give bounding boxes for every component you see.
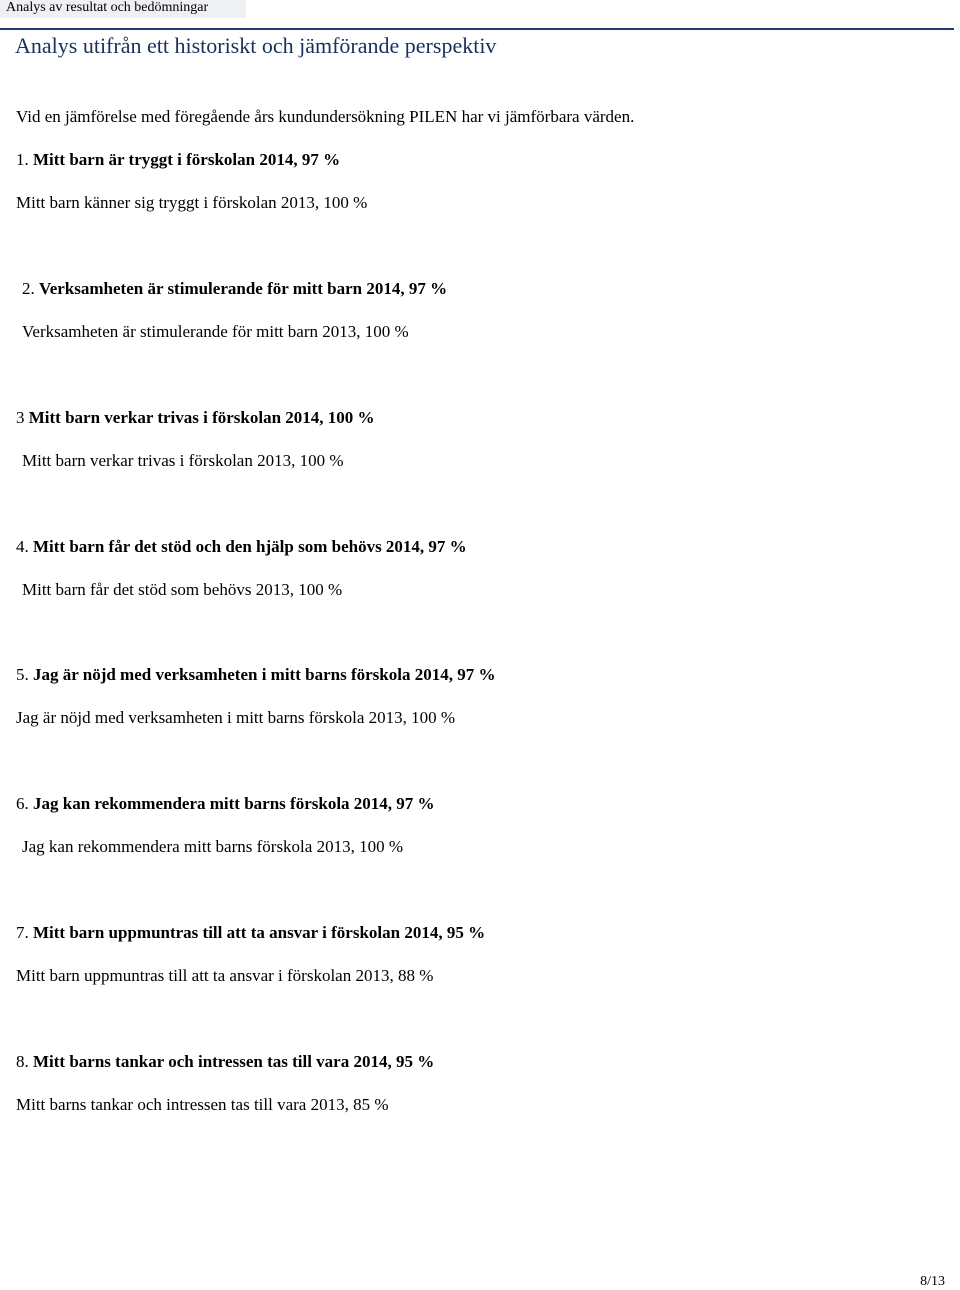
page-number: 8/13	[920, 1274, 945, 1289]
header-divider	[0, 28, 954, 30]
intro-paragraph: Vid en jämförelse med föregående års kundundersökning PILEN har vi jämförbara värden.	[16, 107, 635, 126]
item-5-2014	[16, 665, 495, 685]
item-8-2014	[16, 1052, 434, 1072]
item-1-question-2014: Mitt barn är tryggt i förskolan 2014, 97 %	[33, 150, 341, 169]
item-2-2014	[22, 279, 447, 299]
item-2-number: 2.	[22, 279, 35, 298]
section-title: Analys utifrån ett historiskt och jämförande perspektiv	[15, 33, 497, 58]
item-2-question-2014: Verksamheten är stimulerande för mitt barn 2014, 97 %	[39, 279, 448, 298]
item-3-2014	[16, 408, 375, 428]
item-6-question-2014: Jag kan rekommendera mitt barns förskola 2014, 97 %	[33, 794, 435, 813]
item-5-question-2013: Jag är nöjd med verksamheten i mitt barns förskola 2013, 100 %	[16, 708, 456, 727]
item-6-number: 6.	[16, 794, 29, 813]
item-7-question-2013: Mitt barn uppmuntras till att ta ansvar i förskolan 2013, 88 %	[16, 966, 434, 985]
item-7-number: 7.	[16, 923, 29, 942]
item-5-question-2014: Jag är nöjd med verksamheten i mitt barns förskola 2014, 97 %	[33, 665, 496, 684]
item-1-question-2013: Mitt barn känner sig tryggt i förskolan 2013, 100 %	[16, 193, 368, 212]
running-header: Analys av resultat och bedömningar	[0, 0, 246, 18]
item-4-question-2013: Mitt barn får det stöd som behövs 2013, 100 %	[22, 580, 343, 599]
item-3-number: 3	[16, 408, 25, 427]
item-8-number: 8.	[16, 1052, 29, 1071]
item-1-2014	[16, 150, 340, 170]
item-4-question-2014: Mitt barn får det stöd och den hjälp som behövs 2014, 97 %	[33, 537, 467, 556]
item-1-number: 1.	[16, 150, 29, 169]
item-8-question-2014: Mitt barns tankar och intressen tas till vara 2014, 95 %	[33, 1052, 435, 1071]
item-6-2014	[16, 794, 435, 814]
item-4-2014	[16, 537, 467, 557]
item-4-number: 4.	[16, 537, 29, 556]
item-5-number: 5.	[16, 665, 29, 684]
item-3-question-2013: Mitt barn verkar trivas i förskolan 2013, 100 %	[22, 451, 344, 470]
item-7-2014	[16, 923, 485, 943]
item-7-question-2014: Mitt barn uppmuntras till att ta ansvar i förskolan 2014, 95 %	[33, 923, 486, 942]
item-2-question-2013: Verksamheten är stimulerande för mitt barn 2013, 100 %	[22, 322, 409, 341]
item-6-question-2013: Jag kan rekommendera mitt barns förskola 2013, 100 %	[22, 837, 403, 856]
item-8-question-2013: Mitt barns tankar och intressen tas till vara 2013, 85 %	[16, 1095, 389, 1114]
item-3-question-2014: Mitt barn verkar trivas i förskolan 2014, 100 %	[28, 408, 375, 427]
